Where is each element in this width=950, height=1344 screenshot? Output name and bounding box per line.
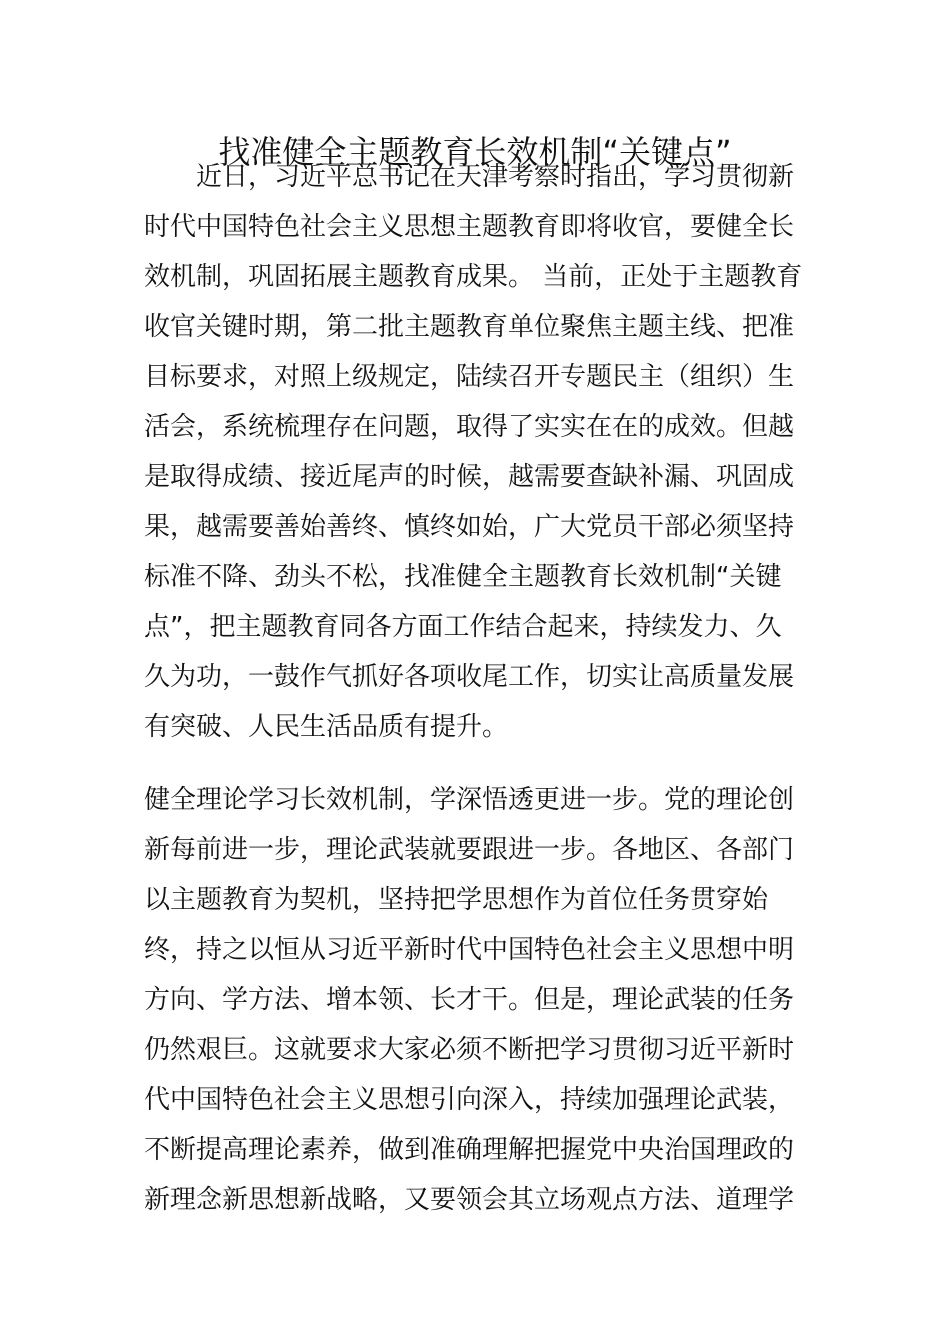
text-line: 近日，习近平总书记在天津考察时指出，学习贯彻新 [144,162,795,192]
text-line: 活会，系统梳理存在问题，取得了实实在在的成效。但越 [144,412,795,442]
paragraph-2 [144,775,808,1225]
text-line: 方向、学方法、增本领、长才干。但是，理论武装的任务 [144,985,795,1015]
text-line: 终，持之以恒从习近平新时代中国特色社会主义思想中明 [144,935,795,965]
text-line: 标准不降、劲头不松，找准健全主题教育长效机制“关键 [144,562,782,592]
text-line: 时代中国特色社会主义思想主题教育即将收官，要健全长 [144,212,795,242]
text-line: 以主题教育为契机，坚持把学思想作为首位任务贯穿始 [144,885,769,915]
text-line: 效机制，巩固拓展主题教育成果。 当前，正处于主题教育 [144,262,803,292]
text-line: 代中国特色社会主义思想引向深入，持续加强理论武装， [144,1085,795,1115]
text-line: 有突破、人民生活品质有提升。 [144,712,509,742]
text-line: 健全理论学习长效机制，学深悟透更进一步。党的理论创 [144,785,795,815]
text-line: 收官关键时期，第二批主题教育单位聚焦主题主线、把准 [144,312,795,342]
paragraph-1 [144,152,808,752]
text-line: 新理念新思想新战略，又要领会其立场观点方法、道理学 [144,1185,795,1215]
text-line: 是取得成绩、接近尾声的时候，越需要查缺补漏、巩固成 [144,462,795,492]
text-line: 目标要求，对照上级规定，陆续召开专题民主（组织）生 [144,362,795,392]
text-line: 点”，把主题教育同各方面工作结合起来，持续发力、久 [144,612,782,642]
document-title: 找准健全主题教育长效机制“关键点” [218,133,732,171]
text-line: 不断提高理论素养，做到准确理解把握党中央治国理政的 [144,1135,795,1165]
text-line: 果，越需要善始善终、慎终如始，广大党员干部必须坚持 [144,512,795,542]
text-line: 久为功，一鼓作气抓好各项收尾工作，切实让高质量发展 [144,662,795,692]
text-line: 仍然艰巨。这就要求大家必须不断把学习贯彻习近平新时 [144,1035,795,1065]
text-line: 新每前进一步，理论武装就要跟进一步。各地区、各部门 [144,835,795,865]
